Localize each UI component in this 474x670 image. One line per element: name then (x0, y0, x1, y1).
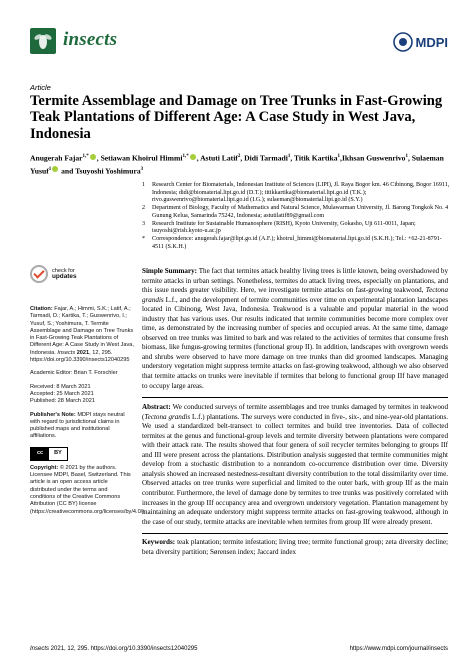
affiliation-item (142, 182, 452, 205)
affiliations (142, 182, 452, 252)
simple-summary-text-a: The fact that termites attack healthy living trees is little known, being overshadowed by termite attacks in urban settings. Nonetheless, termites do attack living trees, especially on plantations, and this issue needs greater visibility. Here, we investigate termite attacks on fast-growing teakwood, (142, 267, 448, 295)
updates-line2: updates (52, 273, 77, 280)
publisher-note-text: MDPI stays neutral with regard to jurisdictional claims in published maps and institutional affiliations. (30, 411, 125, 440)
publisher-note-label: Publisher's Note: (30, 411, 76, 418)
affiliation-mark: 2 (142, 205, 146, 211)
author-affiliation-mark: 1 (405, 154, 408, 159)
footer-url[interactable]: https://www.mdpi.com/journal/insects (349, 646, 448, 652)
author-affiliation-mark: 3 (140, 166, 144, 172)
simple-summary-label: Simple Summary: (142, 267, 198, 275)
published-date: Published: 28 March 2021 (30, 398, 95, 405)
main-content (142, 267, 448, 557)
affiliation-text: Research Institute for Sustainable Humanosphere (RISH), Kyoto University, Gokasho, Uji 611-0011, Japan; tsuyoshi@rish.kyoto-u.ac.jp (152, 220, 416, 234)
author-separator: , (196, 153, 201, 163)
publisher-note (30, 412, 134, 441)
citation-text: Fajar, A.; Himmi, S.K.; Latif, A.; Tarmadi, D.; Kartika, T.; Guswenrivo, I.; Yusuf, S.; Yoshimura, T. Termite Assemblage and Damage on Tree Trunks in Fast-Growing Teak Plantations of Different Age: A Case Study in West Java, Indonesia. (30, 306, 134, 356)
abstract-text-a: We conducted surveys of termite assemblages and tree trunks damaged by termites in teakwood ( (142, 403, 448, 421)
affiliation-text: Research Center for Biomaterials, Indonesian Institute of Sciences (LIPI), Jl. Raya Bogor km. 46 Cibinong, Bogor 16911, Indonesia; didi@biomaterial.lipi.go.id (D.T.); titikkartika@biomaterial.lipi.go.id (T.K.); rivo.guswenrivo@biomaterial.lipi.go.id (I.G.); sulaeman@biomaterial.lipi.go.id (S.Y.) (152, 182, 450, 203)
author-name: Titik Kartika (294, 153, 338, 163)
author-name: Tsuyoshi Yoshimura (75, 166, 141, 176)
author-affiliation-mark: 2 (237, 154, 241, 159)
accepted-date: Accepted: 25 March 2021 (30, 390, 94, 397)
footer-cite[interactable]: 2021, 12, 295. https://doi.org/10.3390/insects12040295 (49, 646, 198, 652)
orcid-icon[interactable] (52, 166, 58, 172)
affiliation-text: Department of Biology, Faculty of Mathematics and Natural Science, Mulawarman University, Jl. Barong Tongkok No. 4 Gunung Kelua, Samarinda 75242, Indonesia; astutilatif89@gmail.com (152, 205, 449, 219)
author-affiliation-mark: 1 (287, 154, 291, 159)
citation-doi-link[interactable]: , 12, 295. https://doi.org/10.3390/insects12040295 (30, 349, 130, 364)
affiliation-item (142, 205, 452, 220)
keywords-text: teak plantation; termite infestation; living tree; termite functional group; zeta diversity decline; beta diversity partition; Sørensen index; Jaccard index (142, 538, 448, 556)
cc-icon: cc (31, 448, 49, 460)
mdpi-logo-icon (393, 32, 413, 52)
check-updates-icon (30, 265, 48, 283)
copyright (30, 464, 146, 516)
by-icon: BY (54, 450, 62, 457)
author-separator: , (407, 153, 412, 163)
copyright-label: Copyright: (30, 464, 59, 471)
affiliation-mark: * (142, 236, 146, 242)
academic-editor: Academic Editor: Brian T. Forschler (30, 370, 118, 377)
affiliation-item (142, 236, 452, 251)
author-affiliation-mark: 1 (337, 154, 341, 159)
page-header (30, 28, 448, 72)
author-name: Ikhsan Guswenrivo (341, 153, 406, 163)
cc-by-license-icon[interactable] (30, 447, 68, 461)
author-separator: and (59, 166, 76, 176)
publisher-name: MDPI (415, 34, 448, 50)
affiliation-text: Correspondence: anugerah.fajar@lipi.go.id (A.F.); khoirul_himmi@biomaterial.lipi.go.id (S.K.H.); Tel.: +62-21-8791-4511 (S.K.H.) (152, 236, 442, 250)
citation (30, 306, 134, 364)
abstract-text-b: L.f.) plantations. The surveys were conducted in five-, six-, and nine-year-old plantations. We used a standardized belt-transect to collect termites and build tree inventories. Data of collected termites at the genus and functional-group levels and termite diversity between plantations were compared with their attack rate. The results showed that four genera of soil recycler termites belonging to groups IIf and III were present across the plantations. Distribution analysis suggested that termite communities might develop from a stochastic distribution to a nonrandom co-occurrence distribution over time. Diversity analysis showed an increased nestedness-resultant diversity contribution to the total dissimilarity over time. Observed attacks on tree trunks were superficial and limited to the outer bark, with group IIf as the main contributor. Furthermore, the level of damage done by termites to tree trunks was positively correlated with increases in the group IIf occupancy area and overgrown understory vegetation. Plantation management by maintaining an adequate understory might suppress termite attacks on fast-growing teakwood, although in the case of our study, termite attacks are inevitable when termites from group IIf were already present. (142, 412, 448, 526)
author-name: Sulaeman Yusuf (30, 153, 444, 176)
author-affiliation-mark: 1 (48, 166, 52, 172)
journal-name: insects (63, 29, 118, 50)
copyright-text: © 2021 by the authors. Licensee MDPI, Basel, Switzerland. This article is an open access article distributed under the terms and conditions of the Creative Commons Attribution (CC BY) license (https://creativecommons.org/licenses/by/4.0/). (30, 464, 146, 515)
footer-citation (30, 646, 197, 652)
orcid-icon[interactable] (90, 154, 96, 160)
updates-line1: check for (52, 267, 75, 274)
publisher-logo (393, 32, 449, 52)
abstract-label: Abstract: (142, 403, 171, 412)
article-title: Termite Assemblage and Damage on Tree Trunks in Fast-Growing Teak Plantations of Different Age: A Case Study in West Java, Indonesia (30, 93, 443, 142)
citation-label: Citation: (30, 306, 53, 312)
simple-summary (142, 267, 448, 398)
author-name: Setiawan Khoirul Himmi (100, 153, 183, 163)
species-name: Tectona grandis (144, 412, 191, 421)
citation-year: 2021 (76, 349, 90, 356)
received-date: Received: 8 March 2021 (30, 383, 91, 390)
species-name: Tectona grandis (142, 286, 448, 304)
keywords-label: Keywords: (142, 538, 176, 547)
check-for-updates-button[interactable] (30, 265, 134, 283)
abstract (142, 403, 448, 534)
author-name: Anugerah Fajar (30, 153, 83, 163)
author-name: Didi Tarmadi (244, 153, 288, 163)
article-type: Article (30, 83, 51, 92)
author-separator: , (290, 153, 294, 163)
affiliation-mark: 1 (142, 182, 146, 188)
keywords (142, 538, 448, 557)
author-separator: , (240, 153, 245, 163)
author-affiliation-mark: 1,* (82, 154, 89, 159)
insects-logo-icon (30, 28, 56, 54)
author-separator: , (96, 153, 101, 163)
author-separator: , (340, 153, 342, 163)
author-affiliation-mark: 1,* (182, 154, 189, 159)
affiliation-item (142, 221, 452, 236)
article-sidebar (30, 265, 146, 522)
citation-journal: Insects (57, 349, 76, 356)
simple-summary-text-b: L.f., and the development of termite communities over time on experimental plantation landscapes located in Cibinong, West Java, Indonesia. Teakwood is a valuable and popular material in the wood industry that has various uses. Our results indicated that termite communities become more complex over time, as demonstrated by the increasing number of species and occupied areas. At the same time, damage observed on tree trunks was limited to bark and was related to the activities of termites that consume fresh biomass, like fungus-growing termites (functional group II). In addition, landscapes with overgrown weeds and shrubs were observed to have more damage on tree trunks than did groomed landscapes. Managing understory vegetation might suppress termite attacks on fast-growing teakwood, although we also observed that termite attacks on trunks were inevitable if termites that belong to functional group IIf have managed to occupy large areas. (142, 295, 448, 390)
dates (30, 384, 134, 406)
author-list (30, 151, 448, 176)
affiliation-mark: 3 (142, 220, 146, 227)
page-footer (30, 646, 448, 652)
footer-journal: Insects (30, 646, 50, 652)
author-name: Astuti Latif (200, 153, 238, 163)
orcid-icon[interactable] (190, 154, 196, 160)
